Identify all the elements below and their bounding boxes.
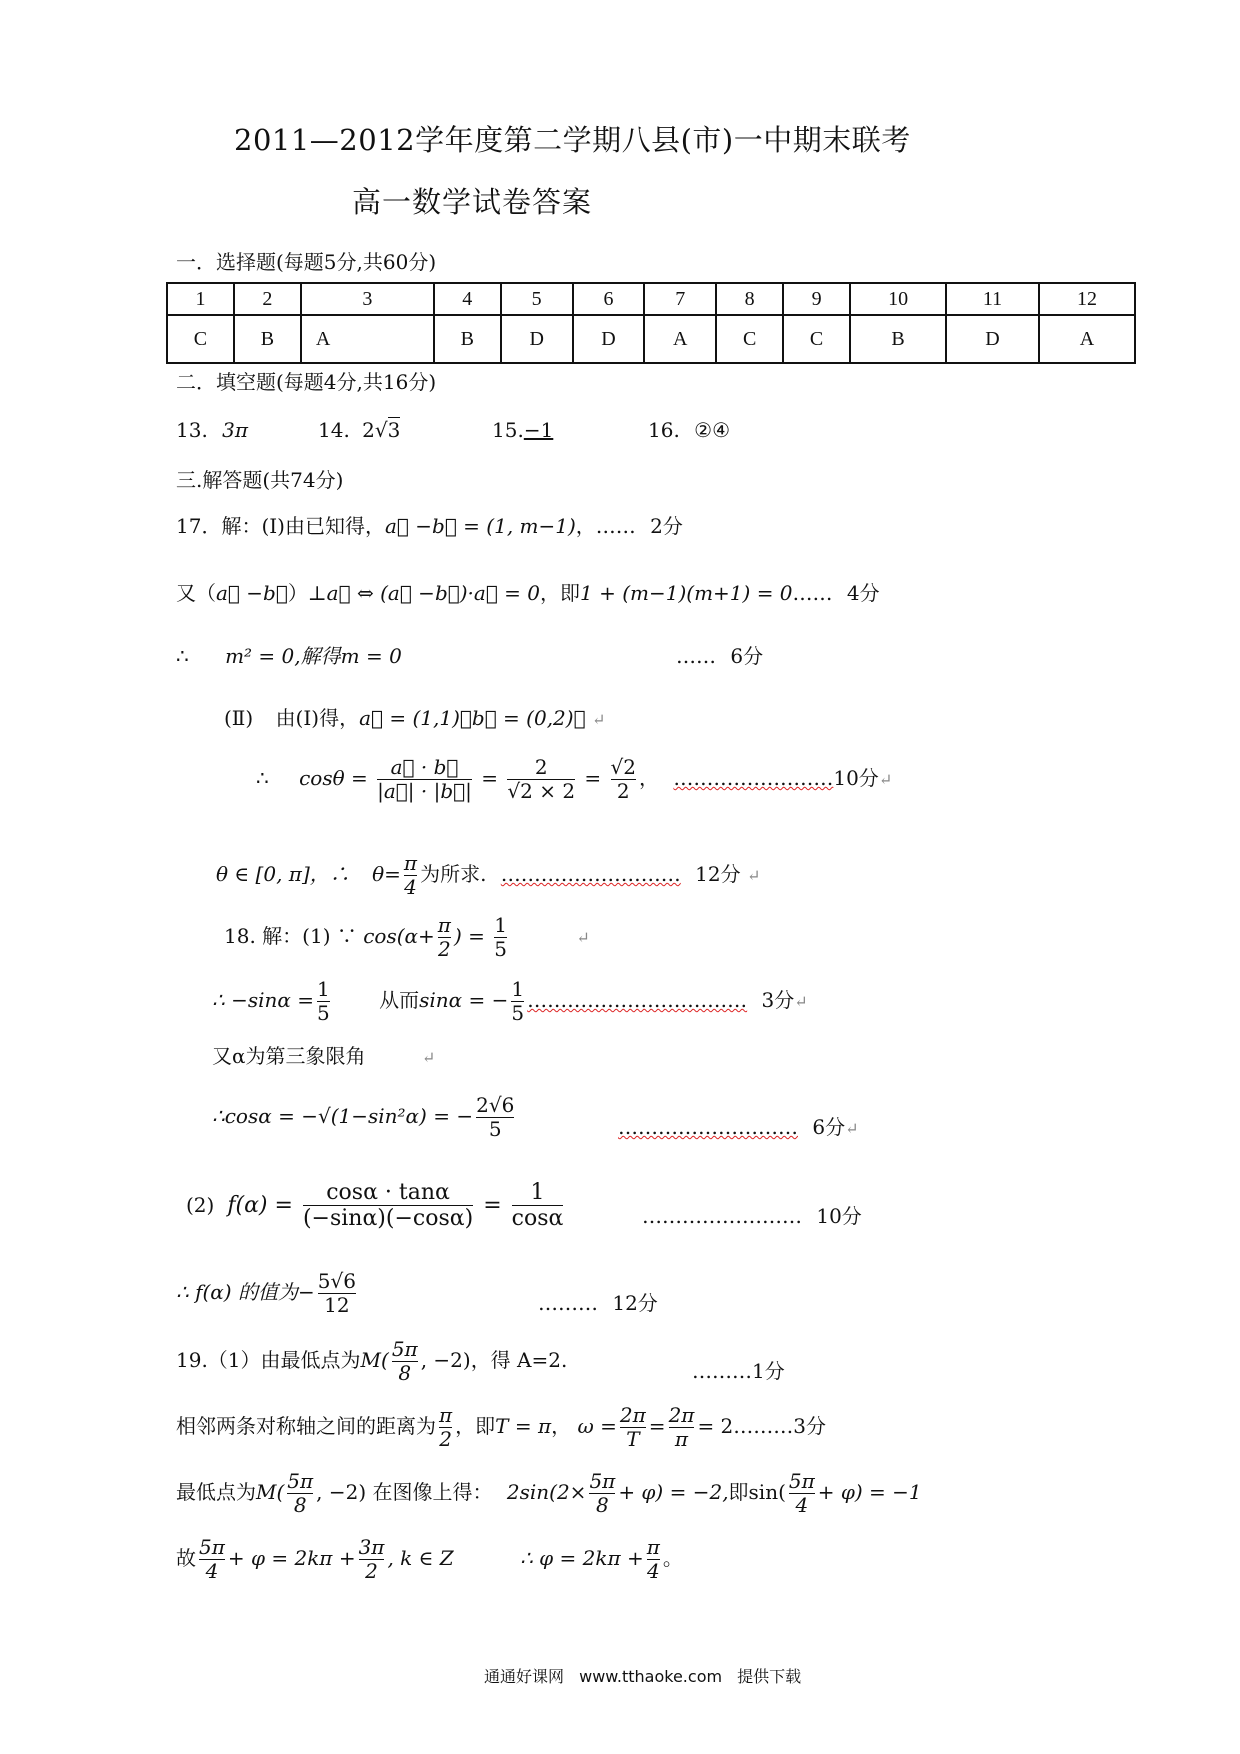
text: 相邻两条对称轴之间的距离为	[176, 1414, 436, 1438]
footer-url[interactable]: www.tthaoke.com	[579, 1667, 723, 1686]
answer-value: ②④	[694, 418, 731, 442]
answer-13	[176, 418, 248, 442]
fraction	[494, 914, 507, 961]
numerator: 1	[530, 1180, 545, 1205]
page-title: 2011—2012学年度第二学期八县(市)一中期末联考	[234, 123, 911, 157]
dots: ……	[792, 581, 833, 605]
table-cell: D	[501, 315, 573, 363]
math: =	[481, 766, 499, 790]
math: ∴ f(α) 的值为−	[176, 1280, 315, 1304]
math: cosθ =	[299, 766, 368, 790]
q17-line-5	[256, 756, 892, 803]
return-mark: ↵	[746, 866, 761, 885]
math: ∴cosα = −√(1−sin²α) = −	[212, 1104, 474, 1128]
q17-line-6	[216, 852, 760, 899]
fraction	[439, 1404, 452, 1451]
math: sinα = −	[419, 988, 509, 1012]
denominator: √2 × 2	[507, 779, 576, 803]
denominator: 4	[404, 875, 417, 899]
math: + φ) = −1	[817, 1480, 922, 1504]
numerator: 5π	[589, 1469, 616, 1493]
math: f(α) =	[227, 1192, 293, 1218]
math: T = π	[495, 1414, 552, 1438]
sqrt-sign: √	[374, 418, 388, 442]
fraction	[647, 1536, 660, 1583]
math: = 2	[697, 1414, 734, 1438]
math: =	[483, 1192, 502, 1218]
math: ) =	[453, 924, 485, 948]
question-number: 16.	[648, 418, 680, 442]
question-number: 15.	[492, 418, 524, 442]
dots: ………	[733, 1414, 794, 1438]
numerator: 2	[534, 755, 548, 779]
fraction	[507, 756, 575, 803]
math: =	[648, 1414, 666, 1438]
math: 1 + (m−1)(m+1) = 0	[580, 581, 793, 605]
dots: ……	[676, 644, 716, 668]
table-cell: C	[167, 315, 234, 363]
math: ∴ φ = 2kπ +	[520, 1546, 644, 1570]
math: b⃗ = (0,2)，	[471, 706, 586, 730]
footer-site: 通通好课网	[484, 1667, 565, 1686]
numerator: cosα · tanα	[326, 1180, 450, 1205]
score: 4分	[846, 581, 880, 605]
denominator: π	[669, 1427, 695, 1451]
text: 又α为第三象限角	[212, 1044, 366, 1068]
denominator: 5	[317, 1001, 330, 1025]
table-cell: 12	[1039, 283, 1135, 315]
text: 最低点为	[176, 1480, 256, 1504]
math: cos(α+	[363, 924, 435, 948]
fraction	[359, 1536, 385, 1583]
dots: ………………………	[500, 862, 681, 886]
answer-table-answer-row	[167, 315, 1135, 363]
denominator: 4	[199, 1559, 225, 1583]
fraction	[620, 1404, 646, 1451]
answer-15	[492, 418, 553, 442]
table-cell: B	[850, 315, 946, 363]
text: 即sin(	[728, 1480, 786, 1504]
numerator: √2	[610, 755, 636, 779]
return-mark: ↵	[845, 1119, 859, 1138]
footer-note: 提供下载	[737, 1667, 802, 1686]
q18-line-3	[212, 1040, 435, 1069]
text: (Ⅱ)	[224, 706, 254, 730]
math: θ=	[372, 862, 401, 886]
q18-line-2	[212, 978, 808, 1025]
text: 。	[662, 1546, 683, 1570]
denominator: T	[620, 1427, 646, 1451]
math: =	[584, 766, 602, 790]
answer-value: −1	[523, 418, 554, 442]
question-number: 13.	[176, 418, 208, 442]
denominator: 2	[611, 779, 636, 803]
score: 1分	[752, 1359, 785, 1383]
table-cell: 2	[234, 283, 301, 315]
therefore-symbol: ∴	[176, 644, 189, 668]
numerator: 5π	[788, 1469, 815, 1493]
table-cell: 11	[946, 283, 1039, 315]
fraction	[317, 978, 330, 1025]
table-cell: A	[1039, 315, 1135, 363]
table-cell: C	[716, 315, 783, 363]
dots: ………	[692, 1359, 752, 1383]
q17-line-1	[176, 510, 683, 539]
math: a⃗ −b⃗ = (1, m−1)	[384, 514, 576, 538]
numerator: π	[646, 1535, 660, 1559]
numerator: 5π	[391, 1337, 418, 1361]
q19-line-1-score	[692, 1355, 785, 1384]
table-cell: A	[301, 315, 434, 363]
text: ，	[639, 766, 659, 790]
q19-line-3	[176, 1470, 922, 1517]
denominator: 5	[511, 1001, 525, 1025]
answer-value: 3π	[222, 418, 249, 442]
score: 6分	[730, 644, 764, 668]
q18-line-5	[186, 1180, 566, 1232]
table-cell: 6	[573, 283, 645, 315]
math: M(	[256, 1480, 285, 1504]
math: a⃗ = (1,1)，	[359, 706, 472, 730]
fraction	[589, 1470, 615, 1517]
answer-14	[318, 418, 400, 442]
math: , k ∈ Z	[387, 1546, 454, 1570]
denominator: (−sinα)(−cosα)	[302, 1206, 474, 1232]
numerator: π	[437, 913, 451, 937]
denominator: 2	[359, 1559, 385, 1583]
numerator: 2√6	[476, 1093, 515, 1117]
text: ，	[551, 1414, 572, 1438]
score: 10分	[833, 766, 879, 790]
section-solve-heading: 三.解答题(共74分)	[176, 468, 344, 492]
table-cell: 7	[644, 283, 716, 315]
fraction	[404, 852, 417, 899]
text: ）⊥	[287, 581, 327, 605]
denominator: 5	[476, 1117, 514, 1141]
fraction	[511, 978, 524, 1025]
denominator: cosα	[511, 1206, 564, 1232]
q19-line-2	[176, 1404, 826, 1451]
math: + φ) = −2,	[618, 1480, 729, 1504]
therefore-symbol: ∴	[256, 766, 269, 790]
text: 为所求.	[420, 862, 487, 886]
section-choice-heading: 一．选择题(每题5分,共60分)	[176, 250, 437, 274]
denominator: 2	[439, 1427, 452, 1451]
score: 6分	[812, 1115, 846, 1139]
return-mark: ↵	[878, 770, 893, 789]
denominator: 8	[287, 1493, 313, 1517]
text: 故	[176, 1546, 196, 1570]
math: ∴ −sinα =	[212, 988, 315, 1012]
table-cell: 5	[501, 283, 573, 315]
text: ，得 A=2.	[470, 1348, 568, 1372]
q17-line-2	[176, 577, 880, 606]
dots: ，……	[575, 514, 636, 538]
math: 2sin(2×	[506, 1480, 587, 1504]
text: (2)	[186, 1192, 215, 1217]
fraction	[303, 1180, 473, 1232]
numerator: 5π	[199, 1535, 225, 1559]
table-cell: 4	[434, 283, 501, 315]
return-mark: ↵	[591, 710, 606, 729]
math: M(	[360, 1348, 389, 1372]
table-cell: D	[946, 315, 1039, 363]
dots: ……………………	[642, 1204, 802, 1228]
q17-line-3-score	[676, 640, 763, 669]
table-cell: 9	[783, 283, 850, 315]
fraction	[789, 1470, 815, 1517]
fraction	[512, 1180, 564, 1232]
return-mark: ↵	[421, 1048, 436, 1067]
score: 3分	[793, 1414, 827, 1438]
denominator: 8	[589, 1493, 615, 1517]
numerator: 1	[317, 977, 330, 1001]
denominator: 2	[438, 937, 451, 961]
denominator: 12	[318, 1293, 356, 1317]
score: 2分	[650, 514, 683, 538]
radicand: 3	[387, 418, 401, 442]
fraction	[438, 914, 451, 961]
dots: ……………………………	[527, 988, 748, 1012]
q18-line-5-score	[642, 1200, 862, 1229]
answer-table-number-row	[167, 283, 1135, 315]
q17-line-4	[224, 702, 605, 731]
score: 3分	[761, 988, 795, 1012]
question-number: 14.	[318, 418, 350, 442]
numerator: 2π	[619, 1403, 646, 1427]
q19-line-1	[176, 1338, 567, 1385]
math: + φ = 2kπ +	[227, 1546, 356, 1570]
q18-line-1	[224, 914, 590, 961]
score: 12分	[612, 1291, 658, 1315]
math: a⃗	[326, 581, 351, 605]
denominator: |a⃗| · |b⃗|	[377, 779, 472, 803]
table-cell: A	[644, 315, 716, 363]
fraction	[377, 756, 472, 803]
fraction	[287, 1470, 313, 1517]
math: (a⃗ −b⃗)·a⃗ = 0	[380, 581, 541, 605]
return-mark: ↵	[576, 928, 590, 947]
fraction	[318, 1270, 356, 1317]
denominator: 8	[392, 1361, 418, 1385]
return-mark: ↵	[794, 992, 808, 1011]
text: ，即	[540, 581, 581, 605]
math: , −2)	[420, 1348, 471, 1372]
q18-line-4	[212, 1094, 517, 1141]
answer-16	[648, 418, 730, 442]
table-cell: 8	[716, 283, 783, 315]
text: 17．解：(Ⅰ)由已知得，	[176, 514, 385, 538]
table-cell: 3	[301, 283, 434, 315]
numerator: 2π	[668, 1403, 695, 1427]
math: ω =	[577, 1414, 617, 1438]
text: ，即	[455, 1414, 496, 1438]
answer-table	[166, 282, 1136, 364]
table-cell: 1	[167, 283, 234, 315]
text: 19.（1）由最低点为	[176, 1348, 361, 1372]
numerator: 3π	[358, 1535, 385, 1559]
numerator: 5√6	[317, 1269, 356, 1293]
text: 从而	[379, 988, 420, 1012]
math: ⇔	[356, 581, 374, 605]
numerator: π	[403, 851, 418, 875]
table-cell: D	[573, 315, 645, 363]
numerator: 1	[511, 977, 525, 1001]
dots: ……………………	[673, 766, 834, 790]
denominator: 5	[494, 937, 507, 961]
numerator: 1	[494, 913, 507, 937]
table-cell: 10	[850, 283, 946, 315]
numerator: a⃗ · b⃗	[390, 755, 459, 779]
math: m² = 0,解得m = 0	[225, 644, 402, 668]
denominator: 4	[646, 1559, 660, 1583]
table-cell: C	[783, 315, 850, 363]
numerator: π	[439, 1403, 453, 1427]
fraction	[611, 756, 636, 803]
score: 12分	[695, 862, 741, 886]
q18-line-6-score	[538, 1287, 658, 1316]
fraction	[392, 1338, 418, 1385]
math: , −2)	[316, 1480, 367, 1504]
fraction	[476, 1094, 514, 1141]
math: θ ∈ [0, π]，∴	[216, 862, 350, 886]
dots: ………………………	[618, 1115, 798, 1139]
fraction	[199, 1536, 225, 1583]
table-cell: B	[234, 315, 301, 363]
math: a⃗ −b⃗	[216, 581, 288, 605]
q18-line-6	[176, 1270, 359, 1317]
text: 又（	[176, 581, 216, 605]
text: 由(Ⅰ)得，	[275, 706, 360, 730]
q19-line-4	[176, 1536, 683, 1583]
score: 10分	[816, 1204, 862, 1228]
fraction	[669, 1404, 695, 1451]
q17-line-3	[176, 640, 402, 669]
q18-line-4-score	[618, 1111, 859, 1140]
table-cell: B	[434, 315, 501, 363]
answer-value: 2	[362, 418, 375, 442]
dots: ………	[538, 1291, 598, 1315]
page-subtitle: 高一数学试卷答案	[352, 185, 593, 219]
section-fill-heading: 二．填空题(每题4分,共16分)	[176, 370, 437, 394]
numerator: 5π	[287, 1469, 314, 1493]
text: 在图像上得：	[372, 1480, 493, 1504]
denominator: 4	[789, 1493, 815, 1517]
text: 18. 解：(1) ∵	[224, 924, 357, 948]
page-footer	[484, 1664, 801, 1687]
